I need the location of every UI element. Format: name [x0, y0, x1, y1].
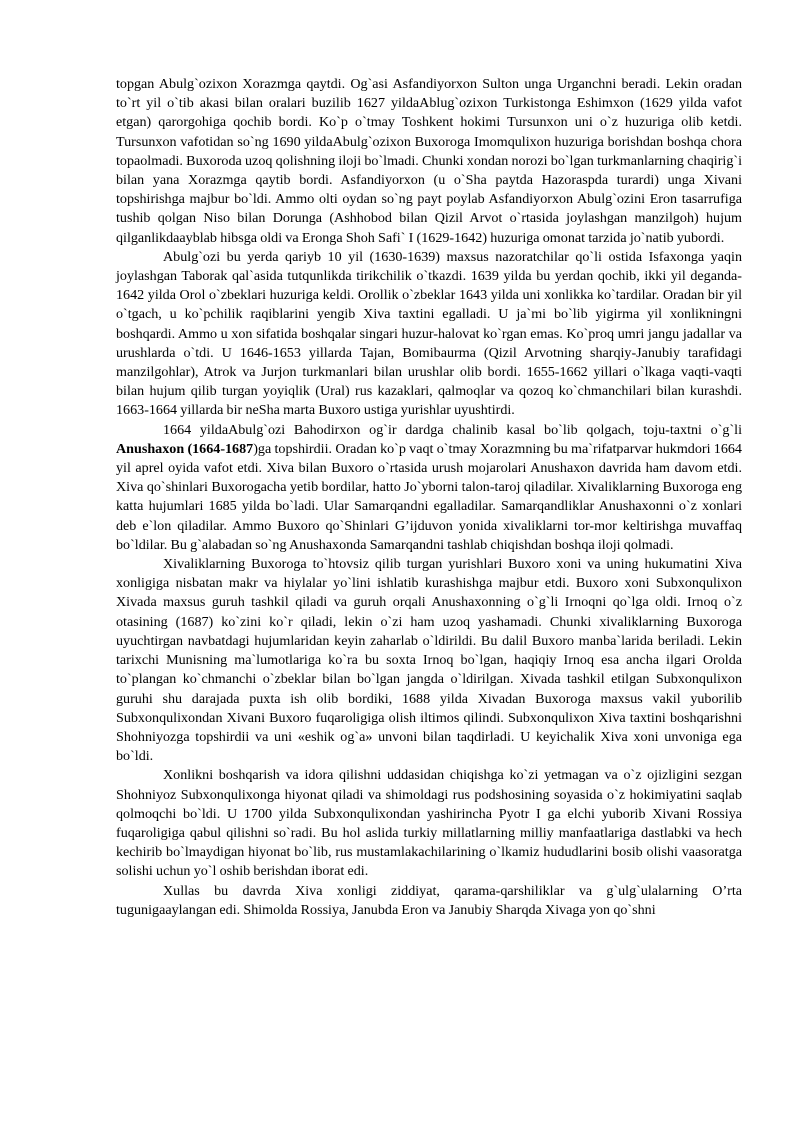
paragraph-3 — [116, 421, 742, 555]
document-page — [116, 75, 742, 920]
ruler-name-bold: Anushaxon (1664-1687 — [116, 440, 254, 457]
paragraph-1: topgan Abulg`ozixon Xorazmga qaytdi. Og`asi Asfandiyorxon Sulton unga Urganchni beradi. Lekin oradan to`rt yil o`tib akasi bilan oralari buzilib 1627 yildaAblug`ozixon Turkistonga Eshimxon (1629 yilda vafot etgan) qarorgohiga qochib bordi. Ko`p o`tmay Toshkent hokimi Tursunxon uni o`z huzuriga olib ketdi. Tursunxon vafotidan so`ng 1690 yildaAbulg`ozixon Buxoroga Imomqulixon huzuriga borishdan boshqa chora topaolmadi. Buxoroda uzoq qolishning iloji bo`lmadi. Chunki xondan norozi bo`lgan turkmanlarning chaqirig`i bilan yana Xorazmga qaytib bordi. Asfandiyorxon (u o`Sha paytda Hazoraspda turardi) unga Xivani topshirishga majbur bo`ldi. Ammo olti oydan so`ng payt poylab Asfandiyorxon Abulg`ozini Eron tasarrufiga tushib qolgan Niso bilan Dorunga (Ashhobod bilan Qizil Arvot o`rtasida joylashgan manzilgoh) hujum qilganlikdaayblab hibsga oldi va Eronga Shoh Safi` I (1629-1642) huzuriga omonat tarzida jo`natib yubordi. — [116, 76, 742, 246]
paragraph-6: Xullas bu davrda Xiva xonligi ziddiyat, qarama-qarshiliklar va g`ulg`ulalarning O’rta tugunigaaylangan edi. Shimolda Rossiya, Janubda Eron va Janubiy Sharqda Xivaga yon qo`shni — [116, 882, 742, 918]
paragraph-4: Xivaliklarning Buxoroga to`htovsiz qilib turgan yurishlari Buxoro xoni va uning hukumatini Xiva xonligiga nisbatan makr va hiylalar yo`lini ishlatib kurashishga majbur etdi. Buxoro xoni Subxonqulixon Xivada maxsus guruh tashkil qiladi va guruh orqali Anushaxonning o`g`li Irnoqni qo`lga oldi. Irnoq o`z otasining (1687) ko`zini ko`r qiladi, lekin o`zi ham uzoq yashamadi. Chunki xivaliklarning Buxoroga uyuchtirgan navbatdagi hujumlaridan keyin zaharlab o`ldirildi. Bu dalil Buxoro manba`larida beriladi. Lekin tarixchi Munisning ma`lumotlariga ko`ra bu soxta Irnoq bo`lgan, haqiqiy Irnoq esa ancha ilgari Orolda to`plangan ko`chmanchi o`zbeklar bilan bo`lgan jangda o`ldirilgan. Xivada tashkil etilgan Subxonqulixon guruhi shu darajada puxta ish olib bordiki, 1688 yilda Xivadan Buxoroga maxsus vakil yuborilib Subxonqulixondan Xivani Buxoro fuqaroligiga olish iltimos qilindi. Subxonqulixon Xiva taxtini boshqarishni Shohniyozga topshirdii va uni «eshik og`a» unvoni bilan taqdirladi. U keyichalik Xiva xoni unvoniga ega bo`ldi. — [116, 556, 742, 765]
paragraph-3-text-end: )ga topshirdii. Oradan ko`p vaqt o`tmay Xorazmning bu ma`rifatparvar hukmdori 1664 yil aprel oyida vafot etdi. Xiva bilan Buxoro o`rtasida urush mojarolari Anushaxon davrida ham davom etdi. Xiva qo`shinlari Buxorogacha yetib bordilar, hatto Jo`yborni talon-taroj qiladilar. Xivaliklarning Buxoroga eng katta hujumlari 1685 yilda bo`ladi. Ular Samarqandni egalladilar. Samarqandliklar Anushaxonni o`z xonlari deb e`lon qiladilar. Ammo Buxoro qo`Shinlari G’ijduvon yonida xivaliklarni tor-mor keltirishga muvaffaq bo`ldilar. Bu g`alabadan so`ng Anushaxonda Samarqandni tashlab chiqishdan boshqa iloji qolmadi. — [116, 440, 742, 553]
paragraph-2: Abulg`ozi bu yerda qariyb 10 yil (1630-1639) maxsus nazoratchilar qo`li ostida Isfaxonga yaqin joylashgan Taborak qal`asida tutqunlikda tirikchilik o`tkazdi. 1639 yilda bu yerdan qochib, ikki yil deganda-1642 yilda Orol o`zbeklari huzuriga keldi. Orollik o`zbeklar 1643 yilda uni xonlikka ko`tardilar. Oradan bir yil o`tgach, u ko`pchilik raqiblarini yengib Xiva taxtini egalladi. U ja`mi bo`lib yigirma yil xonlikningni boshqardi. Ammo u xon sifatida boshqalar singari huzur-halovat ko`rgan emas. Ko`proq umri jangu jadallar va urushlarda o`tdi. U 1646-1653 yillarda Tajan, Bomibaurma (Qizil Arvotning sharqiy-Janubiy tarafidagi manzilgohlar), Atrok va Jurjon turkmanlari bilan urushlar olib bordi. 1655-1662 yillari o`lkaga vaqti-vaqti bilan hujum qilib turgan yoyiqlik (Ural) rus kazaklari, qalmoqlar va qozoq ko`chmanchilari bilan kurashdi. 1663-1664 yillarda bir neSha marta Buxoro ustiga yurishlar uyushtirdi. — [116, 248, 742, 419]
paragraph-3-text-start: 1664 yildaAbulg`ozi Bahodirxon og`ir dardga chalinib kasal bo`lib qolgach, toju-taxtni o`g`li — [163, 421, 742, 438]
paragraph-5: Xonlikni boshqarish va idora qilishni uddasidan chiqishga ko`zi yetmagan va o`z ojizligini sezgan Shohniyoz Subxonqulixonga hiyonat qiladi va shimoldagi rus podshosining soyasida o`z hokimiyatini saqlab qolmoqchi bo`ldi. U 1700 yilda Subxonqulixondan yashirincha Pyotr I ga elchi yuborib Xivani Rossiya fuqaroligiga qabul qilishni so`radi. Bu hol aslida turkiy millatlarning milliy manfaatlariga dastlabki va hech kechirib bo`lmaydigan hiyonat bo`lib, rus mustamlakachilarining o`lkamiz hududlarini bosib olishi vaasoratga solishi uchun yo`l oshib berishdan iborat edi. — [116, 767, 742, 880]
